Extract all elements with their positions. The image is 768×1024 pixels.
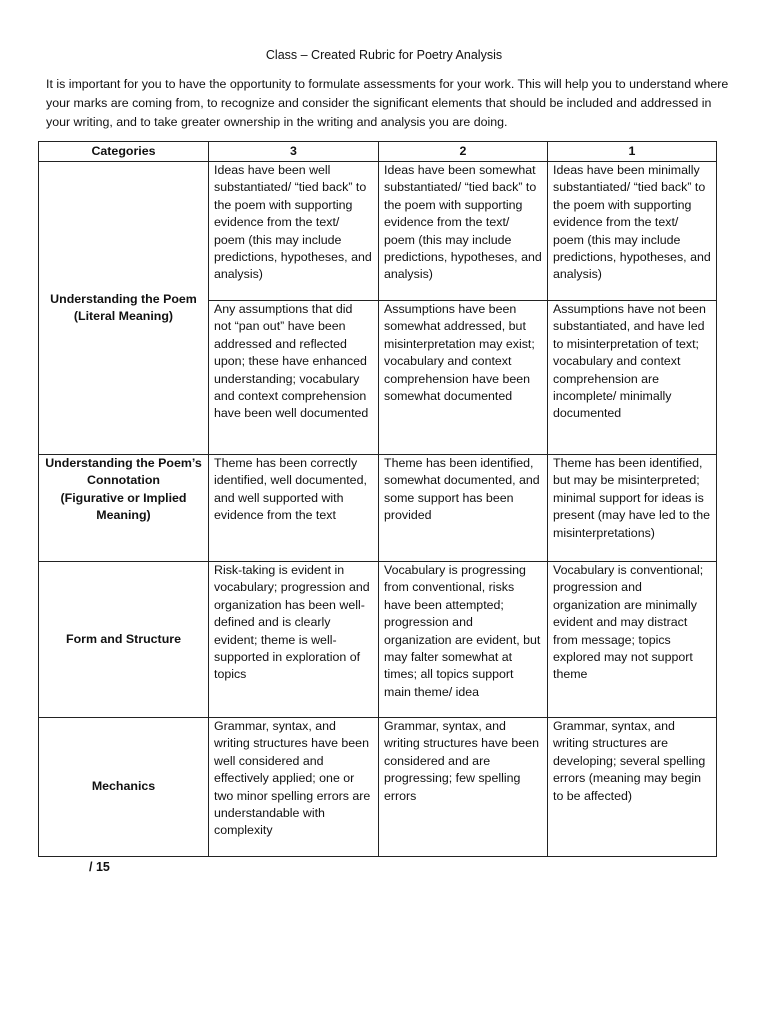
- header-score-2: 2: [379, 142, 548, 162]
- category-title: Form and Structure: [66, 631, 181, 646]
- criterion-cell: Risk-taking is evident in vocabulary; progression and organization has been well-defined and is clearly evident; theme is well-supported in exploration of topics: [209, 562, 379, 718]
- category-title: Understanding the Poem: [50, 291, 197, 306]
- criterion-cell: Theme has been correctly identified, well documented, and well supported with evidence from the text: [209, 455, 379, 562]
- category-understanding-literal: [39, 162, 209, 455]
- criterion-cell: Ideas have been somewhat substantiated/ “tied back” to the poem with supporting evidence from the text/ poem (this may include predictions, hypotheses, and analysis): [379, 162, 548, 301]
- category-subtitle: (Figurative or Implied Meaning): [60, 490, 187, 523]
- header-score-1: 1: [548, 142, 717, 162]
- criterion-cell: Grammar, syntax, and writing structures have been considered and are progressing; few spelling errors: [379, 718, 548, 857]
- category-title: Understanding the Poem’s Connotation: [45, 456, 202, 488]
- header-categories: Categories: [39, 142, 209, 162]
- rubric-table: [38, 141, 717, 857]
- intro-paragraph: It is important for you to have the opportunity to formulate assessments for your work. This will help you to understand where your marks are coming from, to recognize and consider the significant elements that should be included and addressed in your writing, and to take greater ownership in the writing and analysis you are doing.: [46, 77, 729, 129]
- criterion-cell: Vocabulary is conventional; progression and organization are minimally evident and may distract from message; topics explored may not support theme: [548, 562, 717, 718]
- header-score-3: 3: [209, 142, 379, 162]
- criterion-cell: Theme has been identified, but may be misinterpreted; minimal support for ideas is present (may have led to the misinterpretations): [548, 455, 717, 562]
- category-subtitle: (Literal Meaning): [73, 309, 174, 323]
- category-mechanics: [39, 718, 209, 857]
- criterion-cell: Grammar, syntax, and writing structures have been well considered and effectively applied; one or two minor spelling errors are understandable with complexity: [209, 718, 379, 857]
- category-understanding-connotation: [39, 455, 209, 562]
- table-row: [39, 562, 717, 718]
- table-row: [39, 718, 717, 857]
- category-title: Mechanics: [91, 779, 156, 794]
- criterion-cell: Assumptions have been somewhat addressed, but misinterpretation may exist; vocabulary and context comprehension have been somewhat documented: [379, 301, 548, 455]
- category-form-structure: [39, 562, 209, 718]
- table-row: [39, 455, 717, 562]
- criterion-cell: Theme has been identified, somewhat documented, and some support has been provided: [379, 455, 548, 562]
- criterion-cell: Any assumptions that did not “pan out” have been addressed and reflected upon; these have enhanced understanding; vocabulary and context comprehension have been well documented: [209, 301, 379, 455]
- criterion-cell: Vocabulary is progressing from conventional, risks have been attempted; progression and organization are evident, but may falter somewhat at times; all topics support main theme/ idea: [379, 562, 548, 718]
- criterion-cell: Ideas have been well substantiated/ “tied back” to the poem with supporting evidence from the text/ poem (this may include predictions, hypotheses, and analysis): [209, 162, 379, 301]
- page-title: Class – Created Rubric for Poetry Analysis: [265, 48, 503, 62]
- table-row: [39, 162, 717, 301]
- criterion-cell: Assumptions have not been substantiated, and have led to misinterpretation of text; vocabulary and context comprehension are incomplete/ minimally documented: [548, 301, 717, 455]
- criterion-cell: Ideas have been minimally substantiated/ “tied back” to the poem with supporting evidence from the text/ poem (this may include predictions, hypotheses, and analysis): [548, 162, 717, 301]
- total-score-label: / 15: [89, 860, 110, 874]
- table-header-row: [39, 142, 717, 162]
- criterion-cell: Grammar, syntax, and writing structures are developing; several spelling errors (meaning may begin to be affected): [548, 718, 717, 857]
